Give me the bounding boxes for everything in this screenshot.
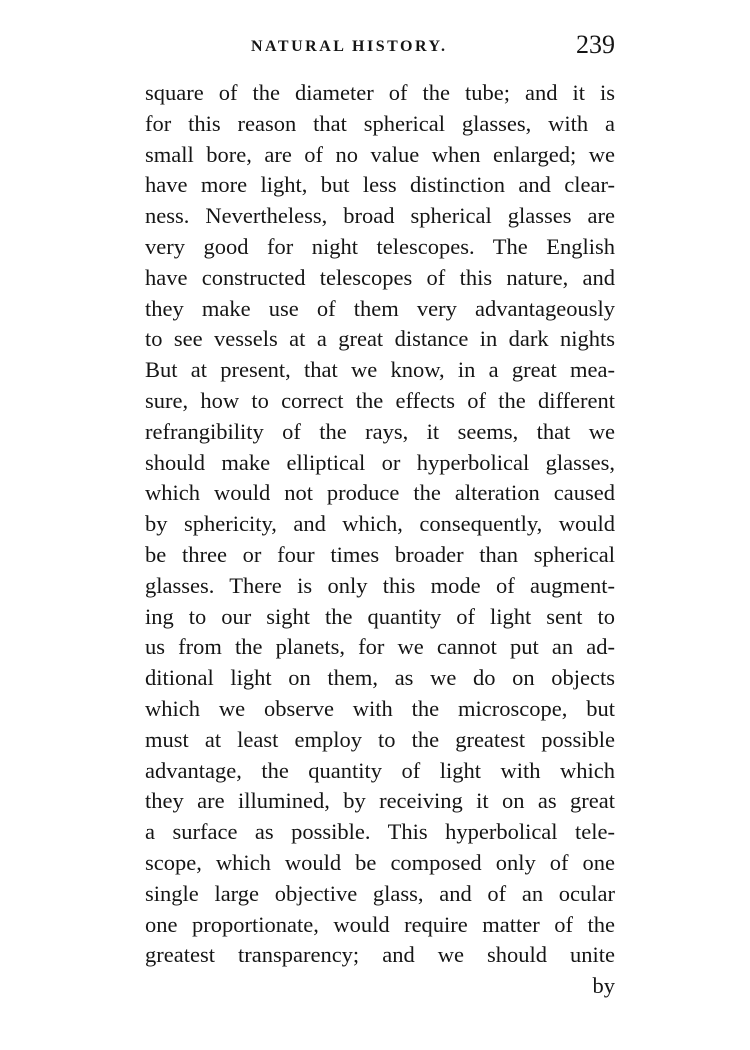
text-line: one proportionate, would require matter of the [145,911,615,937]
text-line: have more light, but less distinction and clear- [145,172,615,198]
page-number: 239 [576,30,615,59]
text-line: sure, how to correct the effects of the different [145,387,615,413]
text-line: which we observe with the microscope, but [145,695,615,721]
text-line: refrangibility of the rays, it seems, that we [145,418,615,444]
text-line: square of the diameter of the tube; and it is [145,80,615,105]
text-line: ing to our sight the quantity of light sent to [145,603,615,629]
text-line: But at present, that we know, in a great mea- [145,357,615,383]
text-line: single large objective glass, and of an ocular [145,880,615,906]
running-head [145,28,615,68]
running-title: NATURAL HISTORY. [251,38,448,55]
text-line: small bore, are of no value when enlarged; we [145,141,615,167]
text-line: by sphericity, and which, consequently, would [145,511,615,537]
text-line: have constructed telescopes of this nature, and [145,264,615,290]
text-line: ditional light on them, as we do on objects [145,665,615,691]
text-line: should make elliptical or hyperbolical glasses, [145,449,615,475]
catchword: by [592,973,615,999]
text-line: a surface as possible. This hyperbolical tele- [145,819,615,845]
body-text [145,78,615,1002]
text-line: to see vessels at a great distance in dark nights [145,326,615,352]
text-line: advantage, the quantity of light with which [145,757,615,783]
text-line: very good for night telescopes. The English [145,233,615,259]
text-line: us from the planets, for we cannot put an ad- [145,634,615,660]
text-line: they are illumined, by receiving it on as great [145,788,615,814]
text-line: for this reason that spherical glasses, with a [145,110,615,136]
text-line: which would not produce the alteration caused [145,480,615,506]
text-line: must at least employ to the greatest possible [145,726,615,752]
text-line: greatest transparency; and we should unite [145,942,615,968]
text-line: glasses. There is only this mode of augment- [145,572,615,598]
text-line: scope, which would be composed only of one [145,849,615,875]
text-line: be three or four times broader than spherical [145,541,615,567]
text-line: they make use of them very advantageously [145,295,615,321]
text-line: ness. Nevertheless, broad spherical glasses are [145,203,615,229]
